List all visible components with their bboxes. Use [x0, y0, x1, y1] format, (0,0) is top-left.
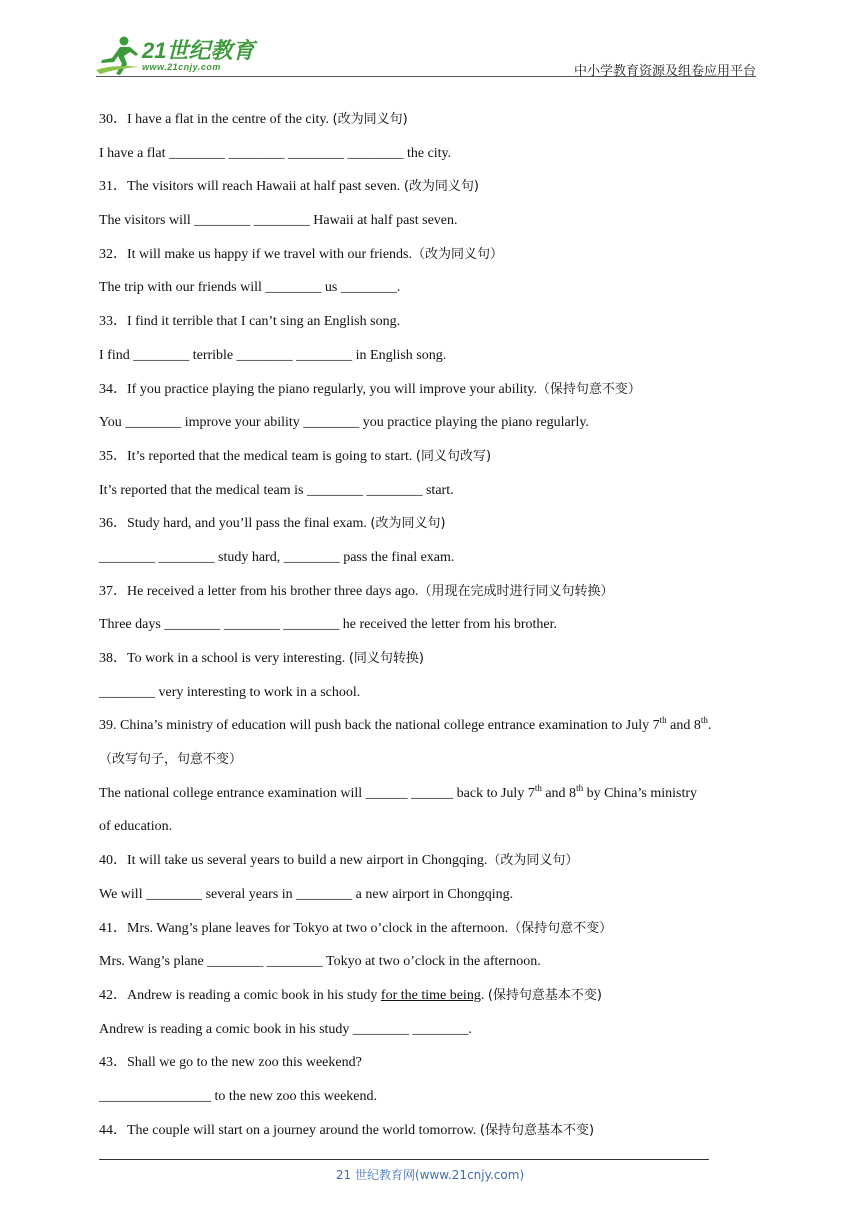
exercise-line — [99, 1046, 779, 1080]
exercise-line — [99, 305, 779, 339]
instruction-note: （改为同义句） — [487, 853, 579, 869]
exercise-line — [99, 777, 779, 811]
exercise-content — [99, 103, 779, 1147]
site-logo — [94, 34, 264, 78]
line-text: 38．To work in a school is very interesting. — [99, 651, 349, 666]
line-text: Three days ________ ________ ________ he received the letter from his brother. — [99, 617, 557, 633]
exercise-line — [99, 541, 779, 575]
exercise-line — [99, 642, 779, 676]
line-text: The trip with our friends will ________ us ________. — [99, 280, 401, 296]
runner-logo-icon — [94, 34, 142, 78]
header-divider — [96, 76, 756, 77]
footer-divider — [99, 1159, 709, 1160]
line-text: 31．The visitors will reach Hawaii at half past seven. — [99, 179, 404, 195]
instruction-note: (保持句意基本不变) — [487, 987, 602, 1003]
exercise-line — [99, 676, 779, 710]
exercise-line — [99, 137, 779, 171]
page-header — [0, 0, 860, 80]
exercise-line — [99, 170, 779, 204]
instruction-note: (同义句改写) — [415, 448, 492, 464]
line-text: 36．Study hard, and you’ll pass the final exam. — [99, 516, 371, 532]
exercise-line — [99, 1080, 779, 1114]
line-text: 40．It will take us several years to build a new airport in Chongqing. — [99, 853, 488, 869]
line-text: 32．It will make us happy if we travel with our friends. — [99, 246, 412, 262]
line-text: 33．I find it terrible that I can’t sing an English song. — [99, 314, 401, 330]
exercise-line — [99, 440, 779, 474]
exercise-line — [99, 912, 779, 946]
footer-site-link[interactable]: 21 世纪教育网(www.21cnjy.com) — [335, 1168, 525, 1182]
exercise-line — [99, 373, 779, 407]
line-text: by China’s ministry — [583, 785, 698, 801]
header-platform-title: 中小学教育资源及组卷应用平台 — [573, 64, 756, 79]
line-text: ________ ________ study hard, ________ pass the final exam. — [99, 549, 455, 565]
line-text: 42．Andrew is reading a comic book in his study — [99, 987, 381, 1003]
line-text: 43．Shall we go to the new zoo this weekend? — [99, 1055, 362, 1071]
line-text: We will ________ several years in ________ a new airport in Chongqing. — [99, 886, 514, 902]
instruction-note: (保持句意基本不变) — [479, 1122, 595, 1138]
exercise-line — [99, 339, 779, 373]
exercise-line — [99, 844, 779, 878]
exercise-line — [99, 103, 779, 137]
line-text: 34．If you practice playing the piano regularly, you will improve your ability. — [99, 381, 537, 397]
ordinal-suffix: th — [659, 715, 667, 726]
line-text: 41．Mrs. Wang’s plane leaves for Tokyo at two o’clock in the afternoon. — [99, 920, 509, 936]
exercise-line — [99, 810, 779, 844]
line-text: 39. China’s ministry of education will push back the national college entrance examination to July 7 — [99, 718, 660, 734]
logo-text: 21世纪教育 — [142, 38, 255, 63]
line-text: The visitors will ________ ________ Hawaii at half past seven. — [99, 213, 458, 229]
line-text: 30．I have a flat in the centre of the city. — [99, 112, 333, 127]
instruction-note: （用现在完成时进行同义句转换） — [418, 583, 614, 599]
exercise-line — [99, 575, 779, 609]
line-text: I find ________ terrible ________ ________ in English song. — [99, 347, 447, 363]
exercise-line — [99, 507, 779, 541]
instruction-note: (改为同义句) — [332, 112, 408, 127]
line-text: Andrew is reading a comic book in his study ________ ________. — [99, 1021, 472, 1037]
line-text: You ________ improve your ability ________ you practice playing the piano regularly. — [99, 415, 589, 431]
line-text: ________________ to the new zoo this weekend. — [99, 1088, 378, 1104]
exercise-line — [99, 709, 779, 743]
line-text: 35．It’s reported that the medical team is going to start. — [99, 448, 416, 464]
instruction-note: （改写句子，句意不变） — [99, 752, 243, 768]
instruction-note: (改为同义句) — [403, 179, 479, 195]
exercise-line — [99, 406, 779, 440]
ordinal-suffix: th — [700, 715, 708, 726]
instruction-note: (同义句转换) — [348, 651, 424, 666]
exercise-line — [99, 979, 779, 1013]
ordinal-suffix: th — [534, 782, 542, 793]
exercise-line — [99, 474, 779, 508]
line-text: 44．The couple will start on a journey around the world tomorrow. — [99, 1122, 480, 1138]
line-text: Mrs. Wang’s plane ________ ________ Tokyo at two o’clock in the afternoon. — [99, 954, 541, 970]
exercise-line — [99, 238, 779, 272]
exercise-line — [99, 608, 779, 642]
exercise-line — [99, 204, 779, 238]
line-text: The national college entrance examination will ______ ______ back to July 7 — [99, 785, 535, 801]
line-text: of education. — [99, 819, 173, 835]
instruction-note: （改为同义句） — [411, 246, 503, 262]
line-text: . — [707, 718, 712, 734]
line-text: It’s reported that the medical team is ________ ________ start. — [99, 482, 454, 498]
line-text: and 8 — [541, 785, 577, 801]
exercise-line — [99, 743, 779, 777]
exercise-line — [99, 271, 779, 305]
line-text: ________ very interesting to work in a school. — [99, 684, 361, 700]
line-text: . — [480, 987, 488, 1003]
instruction-note: （保持句意不变） — [536, 381, 641, 397]
exercise-line — [99, 945, 779, 979]
exercise-line — [99, 878, 779, 912]
instruction-note: （保持句意不变） — [508, 920, 613, 936]
exercise-line — [99, 1114, 779, 1148]
instruction-note: (改为同义句) — [370, 516, 446, 532]
exercise-line — [99, 1013, 779, 1047]
line-text: and 8 — [666, 718, 701, 734]
ordinal-suffix: th — [576, 782, 584, 793]
line-text: 37．He received a letter from his brother three days ago. — [99, 583, 419, 599]
underlined-phrase: for the time being — [380, 987, 481, 1003]
line-text: I have a flat ________ ________ ________ ________ the city. — [99, 145, 452, 161]
logo-url: www.21cnjy.com — [142, 62, 221, 72]
